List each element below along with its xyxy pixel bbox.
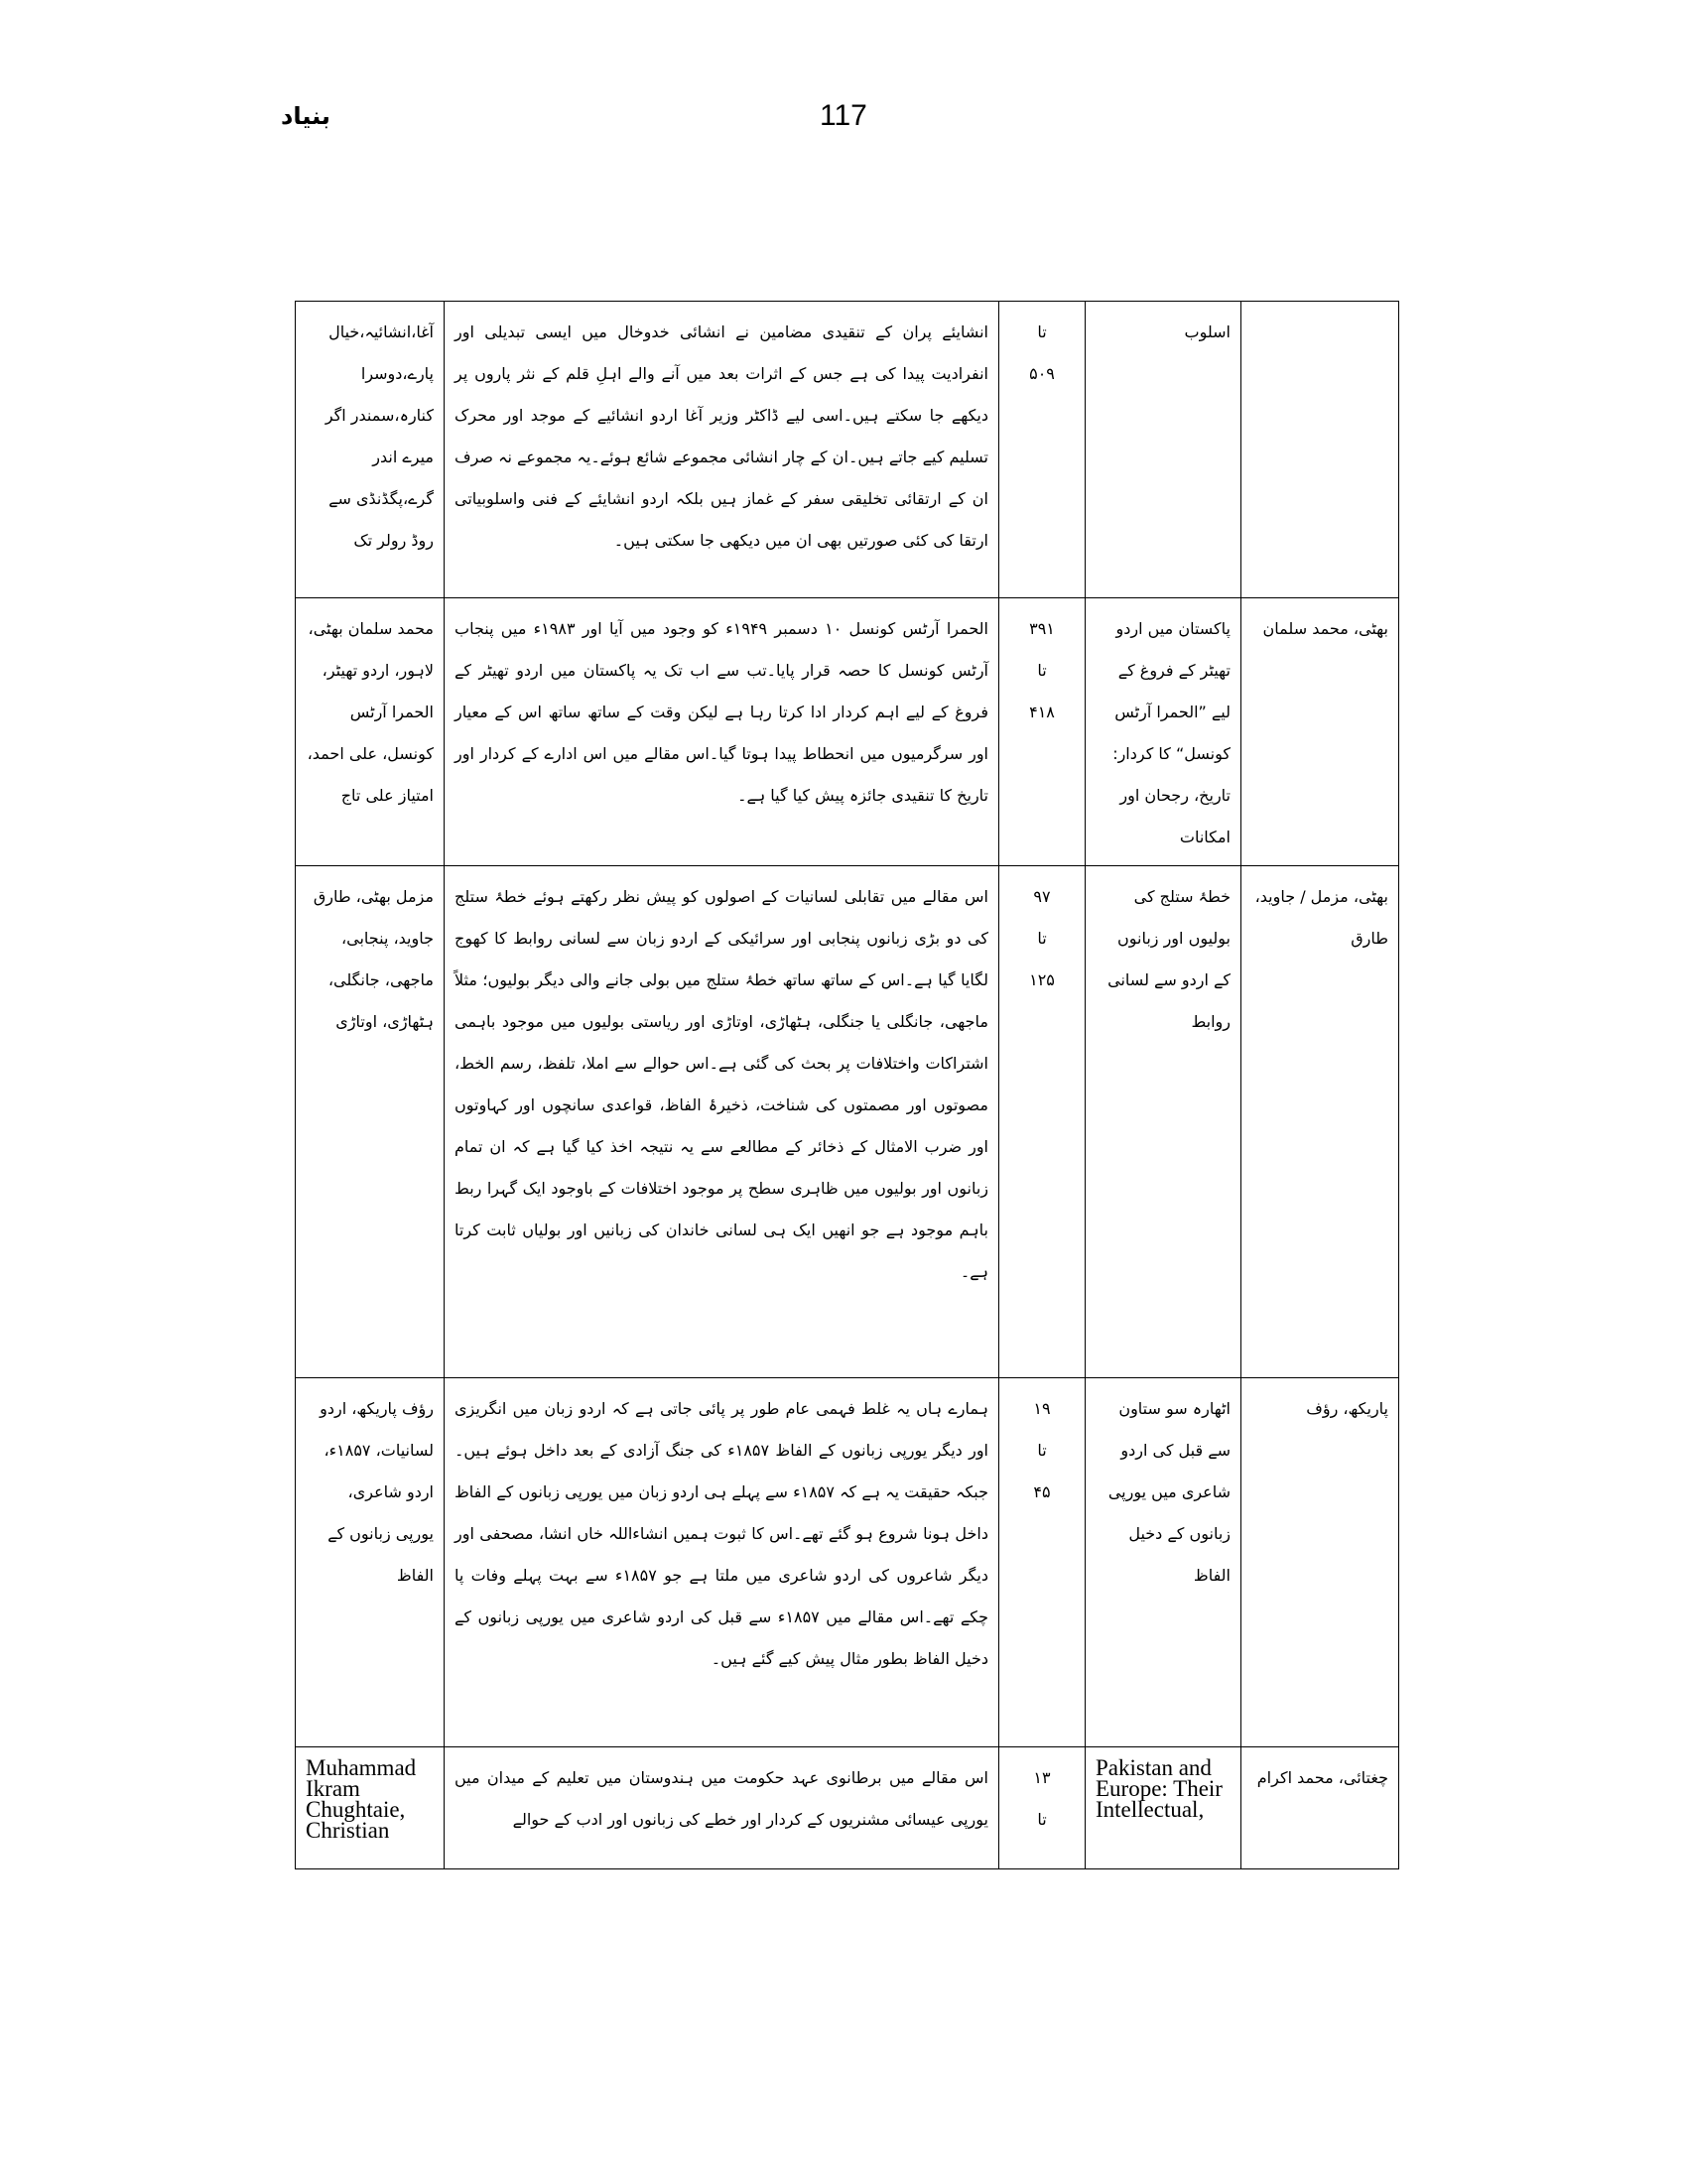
pages-cell [999, 1378, 1086, 1747]
journal-name: بنیاد [281, 102, 330, 130]
abstract-cell: الحمرا آرٹس کونسل ۱۰ دسمبر ۱۹۴۹ء کو وجود میں آیا اور ۱۹۸۳ء میں پنجاب آرٹس کونسل کا حصہ قرار پایا۔تب سے اب تک یہ پاکستان میں اردو تھیٹر کے فروغ کے لیے اہم کردار ادا کرتا رہا ہے لیکن وقت کے ساتھ ساتھ اس کے معیار اور سرگرمیوں میں انحطاط پیدا ہوتا گیا۔اس مقالے میں اس ادارے کے کردار اور تاریخ کا تنقیدی جائزہ پیش کیا گیا ہے۔ [445, 598, 999, 866]
table-row [296, 302, 1399, 598]
page-range-part: ۵۰۹ [1029, 364, 1055, 383]
page-range-part: ۹۷ [1033, 887, 1051, 906]
pages-cell [999, 302, 1086, 598]
author-cell: چغتائی، محمد اکرام [1241, 1747, 1399, 1869]
page-range-part: تا [1037, 322, 1047, 341]
table-row [296, 1378, 1399, 1747]
pages-cell [999, 866, 1086, 1378]
page-range-part: ۱۹ [1033, 1399, 1051, 1418]
title-cell: اسلوب [1086, 302, 1241, 598]
author-cell: بھٹی، مزمل / جاوید، طارق [1241, 866, 1399, 1378]
abstract-cell: اس مقالے میں تقابلی لسانیات کے اصولوں کو پیش نظر رکھتے ہوئے خطۂ ستلج کی دو بڑی زبانوں پنجابی اور سرائیکی کے اردو زبان سے لسانی روابط کا کھوج لگایا گیا ہے۔اس کے ساتھ ساتھ خطۂ ستلج میں بولی جانے والی دیگر بولیوں؛ مثلاً ماجھی، جانگلی یا جنگلی، ہٹھاڑی، اوتاڑی اور ریاستی بولیوں میں موجود باہمی اشتراکات واختلافات پر بحث کی گئی ہے۔اس حوالے سے املا، تلفظ، رسم الخط، مصوتوں اور مصمتوں کی شناخت، ذخیرۂ الفاظ، قواعدی سانچوں اور کہاوتوں اور ضرب الامثال کے ذخائر کے مطالعے سے یہ نتیجہ اخذ کیا گیا ہے کہ ان تمام زبانوں اور بولیوں میں ظاہری سطح پر موجود اختلافات کے باوجود ایک گہرا ربط باہم موجود ہے جو انھیں ایک ہی لسانی خاندان کی زبانیں اور بولیاں ثابت کرتا ہے۔ [445, 866, 999, 1378]
page-number: 117 [820, 99, 867, 132]
keywords-cell: آغا،انشائیہ،خیال پارے،دوسرا کنارہ،سمندر اگر میرے اندر گرے،پگڈنڈی سے روڈ رولر تک [296, 302, 445, 598]
page-range-part: ۴۵ [1033, 1482, 1051, 1501]
table-row [296, 598, 1399, 866]
page-range-part: تا [1037, 1441, 1047, 1460]
title-cell: اٹھارہ سو ستاون سے قبل کی اردو شاعری میں یورپی زبانوں کے دخیل الفاظ [1086, 1378, 1241, 1747]
abstract-cell: ہمارے ہاں یہ غلط فہمی عام طور پر پائی جاتی ہے کہ اردو زبان میں انگریزی اور دیگر یورپی زبانوں کے الفاظ ۱۸۵۷ء کی جنگ آزادی کے بعد داخل ہوئے ہیں۔جبکہ حقیقت یہ ہے کہ ۱۸۵۷ء سے پہلے ہی اردو زبان میں یورپی زبانوں کے الفاظ داخل ہونا شروع ہو گئے تھے۔اس کا ثبوت ہمیں انشاءاللہ خاں انشا، مصحفی اور دیگر شاعروں کی اردو شاعری میں ملتا ہے جو ۱۸۵۷ء سے بہت پہلے وفات پا چکے تھے۔اس مقالے میں ۱۸۵۷ء سے قبل کی اردو شاعری میں یورپی زبانوں کے دخیل الفاظ بطور مثال پیش کیے گئے ہیں۔ [445, 1378, 999, 1747]
page-range-part: تا [1037, 661, 1047, 680]
abstract-cell: اس مقالے میں برطانوی عہد حکومت میں ہندوستان میں تعلیم کے میدان میں یورپی عیسائی مشنریوں کے کردار اور خطے کی زبانوں اور ادب کے حوالے [445, 1747, 999, 1869]
pages-cell [999, 598, 1086, 866]
article-index-table [295, 301, 1399, 1869]
keywords-cell: Muhammad Ikram Chughtaie, Christian [296, 1747, 445, 1869]
author-cell: بھٹی، محمد سلمان [1241, 598, 1399, 866]
page-range-part: تا [1037, 1810, 1047, 1829]
page-range-part: ۱۳ [1033, 1768, 1051, 1787]
keywords-cell: مزمل بھٹی، طارق جاوید، پنجابی، ماجھی، جانگلی، ہٹھاڑی، اوتاڑی [296, 866, 445, 1378]
title-cell: Pakistan and Europe: Their Intellectual, [1086, 1747, 1241, 1869]
author-cell [1241, 302, 1399, 598]
page-range-part: ۱۲۵ [1029, 970, 1055, 989]
author-cell: پاریکھ، رؤف [1241, 1378, 1399, 1747]
pages-cell [999, 1747, 1086, 1869]
title-cell: پاکستان میں اردو تھیٹر کے فروغ کے لیے ”الحمرا آرٹس کونسل“ کا کردار: تاریخ، رجحان اور امکانات [1086, 598, 1241, 866]
page-range-part: ۴۱۸ [1029, 703, 1055, 721]
keywords-cell: محمد سلمان بھٹی، لاہور، اردو تھیٹر، الحمرا آرٹس کونسل، علی احمد، امتیاز علی تاج [296, 598, 445, 866]
abstract-cell: انشایئے پران کے تنقیدی مضامین نے انشائی خدوخال میں ایسی تبدیلی اور انفرادیت پیدا کی ہے جس کے اثرات بعد میں آنے والے اہلِ قلم کے نثر پاروں پر دیکھے جا سکتے ہیں۔اسی لیے ڈاکٹر وزیر آغا اردو انشائیے کے موجد اور محرک تسلیم کیے جاتے ہیں۔ان کے چار انشائی مجموعے شائع ہوئے۔یہ مجموعے نہ صرف ان کے ارتقائی تخلیقی سفر کے غماز ہیں بلکہ اردو انشایئے کے فنی واسلوبیاتی ارتقا کی کئی صورتیں بھی ان میں دیکھی جا سکتی ہیں۔ [445, 302, 999, 598]
title-cell: خطۂ ستلج کی بولیوں اور زبانوں کے اردو سے لسانی روابط [1086, 866, 1241, 1378]
keywords-cell: رؤف پاریکھ، اردو لسانیات، ۱۸۵۷ء، اردو شاعری، یورپی زبانوں کے الفاظ [296, 1378, 445, 1747]
table-row [296, 866, 1399, 1378]
page-range-part: تا [1037, 929, 1047, 948]
table-row [296, 1747, 1399, 1869]
page-range-part: ۳۹۱ [1029, 619, 1055, 638]
